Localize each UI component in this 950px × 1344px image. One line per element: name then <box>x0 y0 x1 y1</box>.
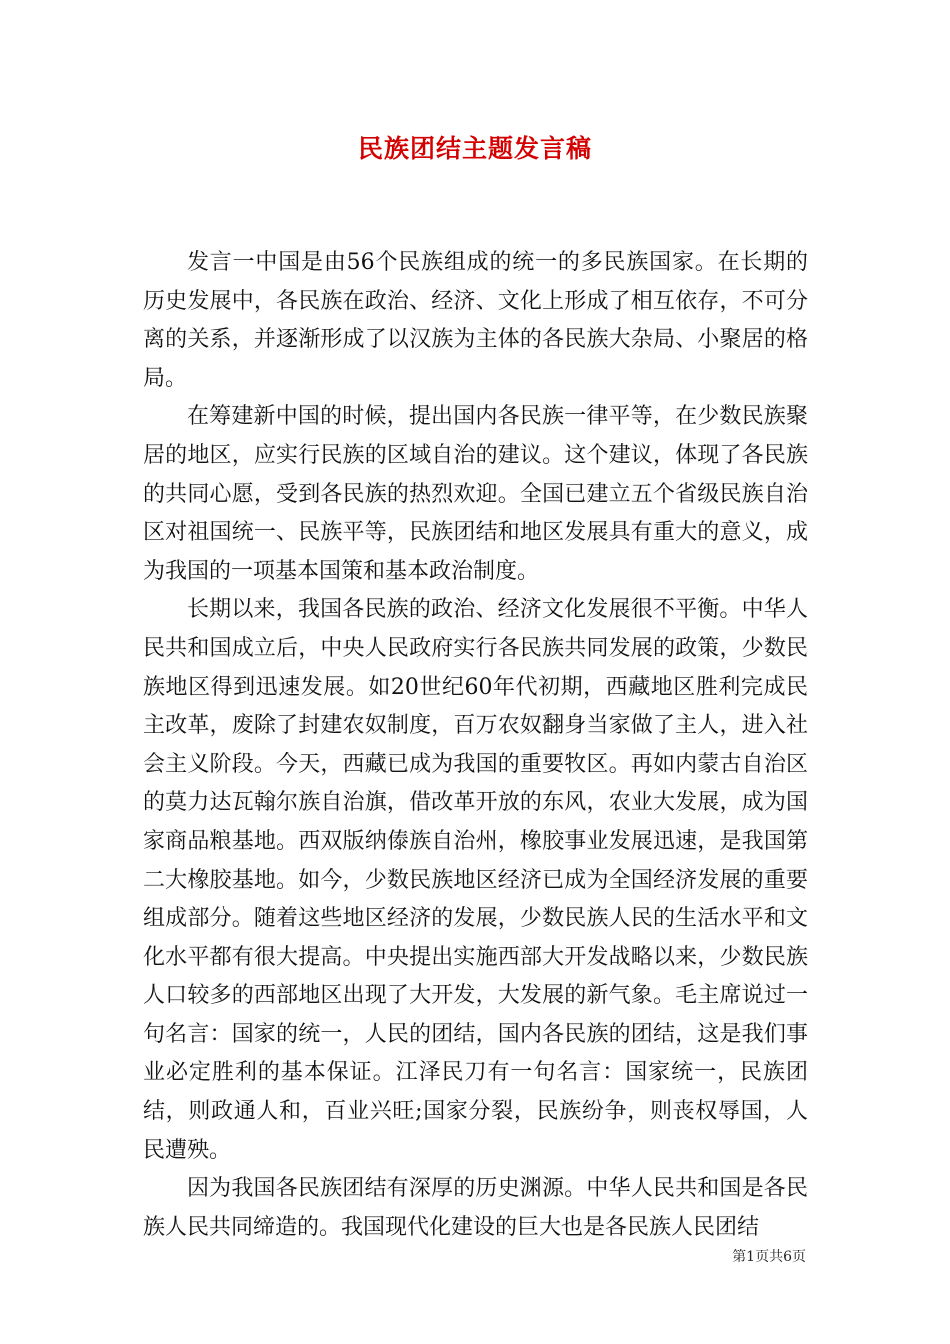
paragraph-2: 在筹建新中国的时候，提出国内各民族一律平等，在少数民族聚居的地区，应实行民族的区域自治的建议。这个建议，体现了各民族的共同心愿，受到各民族的热烈欢迎。全国已建立五个省级民族自治区对祖国统一、民族平等，民族团结和地区发展具有重大的意义，成为我国的一项基本国策和基本政治制度。 <box>143 404 808 584</box>
paragraph-4: 因为我国各民族团结有深厚的历史渊源。中华人民共和国是各民族人民共同缔造的。我国现代化建设的巨大也是各民族人民团结 <box>143 1176 808 1240</box>
document-title: 民族团结主题发言稿 <box>357 134 592 163</box>
paragraph-3: 长期以来，我国各民族的政治、经济文化发展很不平衡。中华人民共和国成立后，中央人民政府实行各民族共同发展的政策，少数民族地区得到迅速发展。如20世纪60年代初期，西藏地区胜利完成民主改革，废除了封建农奴制度，百万农奴翻身当家做了主人，进入社会主义阶段。今天，西藏已成为我国的重要牧区。再如内蒙古自治区的莫力达瓦翰尔族自治旗，借改革开放的东风，农业大发展，成为国家商品粮基地。西双版纳傣族自治州，橡胶事业发展迅速，是我国第二大橡胶基地。如今，少数民族地区经济已成为全国经济发展的重要组成部分。随着这些地区经济的发展，少数民族人民的生活水平和文化水平都有很大提高。中央提出实施西部大开发战略以来，少数民族人口较多的西部地区出现了大开发，大发展的新气象。毛主席说过一句名言：国家的统一，人民的团结，国内各民族的团结，这是我们事业必定胜利的基本保证。江泽民刀有一句名言：国家统一，民族团结，则政通人和，百业兴旺;国家分裂，民族纷争，则丧权辱国，人民遭殃。 <box>143 597 808 1163</box>
document-body <box>143 244 808 1247</box>
page-number-footer: 第1页共6页 <box>732 1249 806 1265</box>
paragraph-1: 发言一中国是由56个民族组成的统一的多民族国家。在长期的历史发展中，各民族在政治、经济、文化上形成了相互依存，不可分离的关系，并逐渐形成了以汉族为主体的各民族大杂局、小聚居的格局。 <box>143 250 808 391</box>
